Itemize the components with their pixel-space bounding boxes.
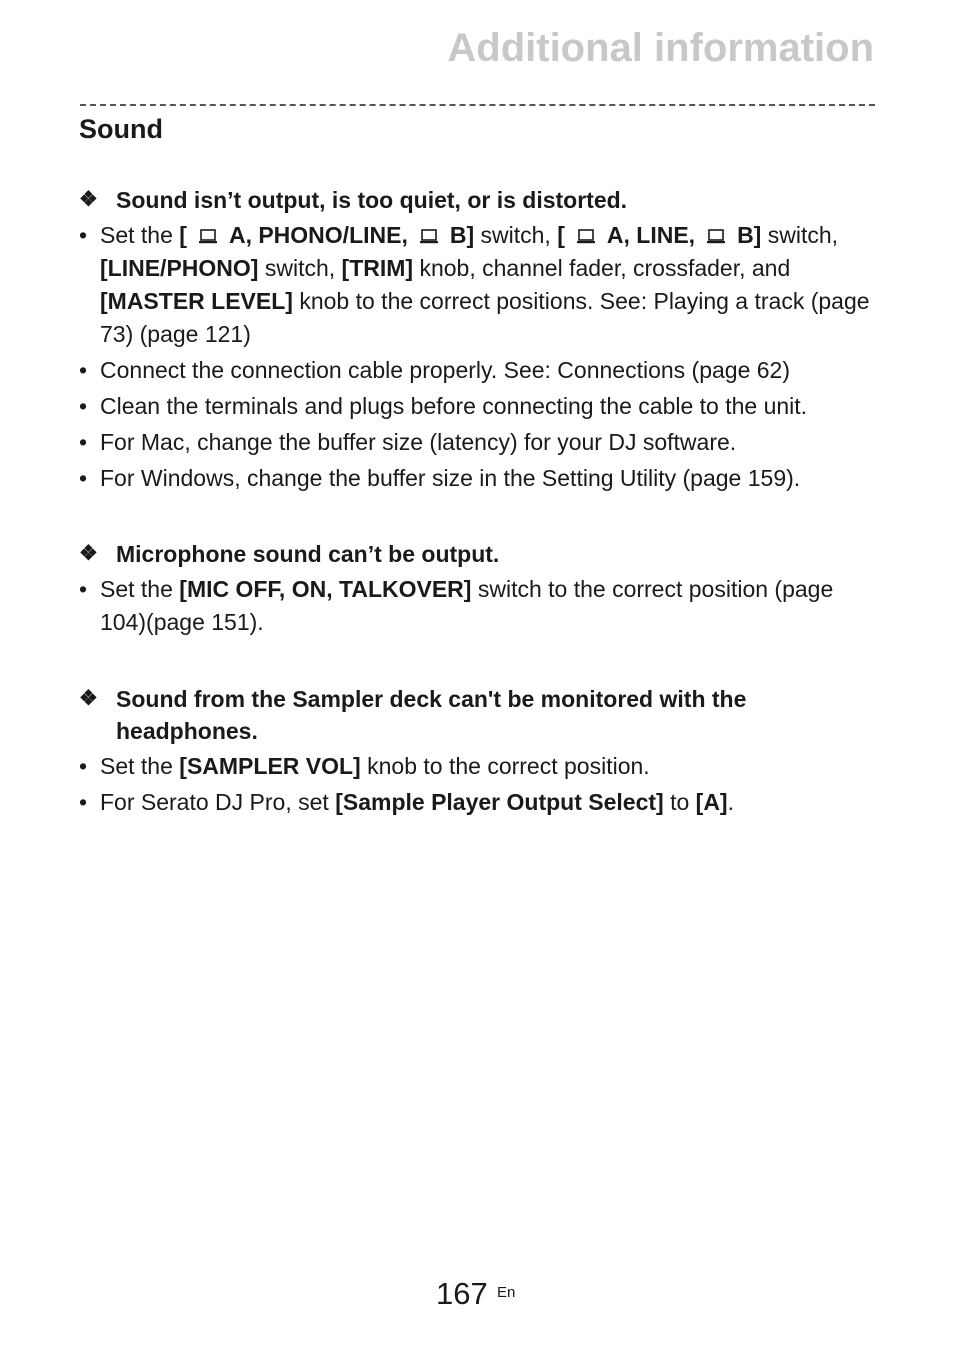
text: Set the bbox=[100, 576, 180, 602]
text: Connect the connection cable properly. See: Connections (page 62) bbox=[100, 357, 791, 383]
bullet-icon: • bbox=[79, 357, 88, 383]
header-divider bbox=[80, 104, 875, 106]
topic-heading bbox=[79, 538, 879, 570]
computer-icon bbox=[577, 229, 595, 244]
topic-heading bbox=[79, 184, 879, 216]
text: Clean the terminals and plugs before connecting the cable to the unit. bbox=[100, 393, 808, 419]
bullet-icon: • bbox=[79, 465, 88, 491]
computer-icon bbox=[199, 229, 217, 244]
computer-icon bbox=[420, 229, 438, 244]
key-label: [TRIM] bbox=[341, 255, 414, 281]
text: Set the bbox=[100, 222, 180, 248]
key-label: A, LINE, bbox=[606, 222, 696, 248]
text: switch, bbox=[258, 255, 342, 281]
topic-heading-text: Microphone sound can’t be output. bbox=[116, 541, 500, 567]
page-language: En bbox=[497, 1284, 516, 1301]
text: Set the bbox=[100, 753, 180, 779]
key-label: [MIC OFF, ON, TALKOVER] bbox=[179, 576, 472, 602]
text: knob, channel fader, crossfader, and bbox=[413, 255, 791, 281]
key-label: [Sample Player Output Select] bbox=[335, 789, 664, 815]
key-label: B] bbox=[737, 222, 762, 248]
key-label: A, PHONO/LINE, bbox=[228, 222, 408, 248]
bullet-icon: • bbox=[79, 753, 88, 779]
list-item bbox=[79, 354, 879, 387]
list-item bbox=[79, 219, 879, 351]
text: knob to the correct position. bbox=[360, 753, 650, 779]
key-label: B] bbox=[449, 222, 475, 248]
topic-heading-text: Sound isn’t output, is too quiet, or is distorted. bbox=[116, 187, 628, 213]
text: For Serato DJ Pro, set bbox=[100, 789, 336, 815]
diamond-icon: ❖ bbox=[79, 542, 98, 565]
topic-sampler-headphones bbox=[79, 683, 879, 819]
bullet-list bbox=[79, 219, 879, 495]
text: knob to the correct positions. See: Playing a track (page 73) (page 121) bbox=[100, 288, 870, 347]
section-title: Sound bbox=[79, 114, 163, 144]
key-label: [SAMPLER VOL] bbox=[179, 753, 361, 779]
text: to bbox=[663, 789, 696, 815]
list-item bbox=[79, 426, 879, 459]
text: . bbox=[727, 789, 734, 815]
key-label: [LINE/PHONO] bbox=[100, 255, 259, 281]
topic-heading-text: Sound from the Sampler deck can't be monitored with the headphones. bbox=[116, 686, 747, 744]
page-number: 167 bbox=[436, 1276, 488, 1311]
topic-heading bbox=[79, 683, 879, 747]
bullet-icon: • bbox=[79, 576, 88, 602]
list-item bbox=[79, 786, 879, 819]
key-label: [MASTER LEVEL] bbox=[100, 288, 293, 314]
topic-sound-not-output bbox=[79, 184, 879, 495]
topic-microphone bbox=[79, 538, 879, 639]
key-label: [ bbox=[557, 222, 565, 248]
bullet-list bbox=[79, 573, 879, 639]
bullet-icon: • bbox=[79, 222, 88, 248]
list-item bbox=[79, 390, 879, 423]
list-item bbox=[79, 573, 879, 639]
bullet-list bbox=[79, 750, 879, 819]
diamond-icon: ❖ bbox=[79, 687, 98, 710]
key-label: [A] bbox=[695, 789, 728, 815]
list-item bbox=[79, 750, 879, 783]
header-title: Additional information bbox=[447, 26, 874, 70]
text: switch, bbox=[474, 222, 558, 248]
text: switch to the correct position (page 104)(page 151). bbox=[100, 576, 834, 635]
diamond-icon: ❖ bbox=[79, 188, 98, 211]
computer-icon bbox=[707, 229, 725, 244]
text: switch, bbox=[761, 222, 839, 248]
list-item bbox=[79, 462, 879, 495]
text: For Windows, change the buffer size in the Setting Utility (page 159). bbox=[100, 465, 801, 491]
bullet-icon: • bbox=[79, 429, 88, 455]
key-label: [ bbox=[179, 222, 187, 248]
bullet-icon: • bbox=[79, 789, 88, 815]
bullet-icon: • bbox=[79, 393, 88, 419]
text: For Mac, change the buffer size (latency) for your DJ software. bbox=[100, 429, 737, 455]
